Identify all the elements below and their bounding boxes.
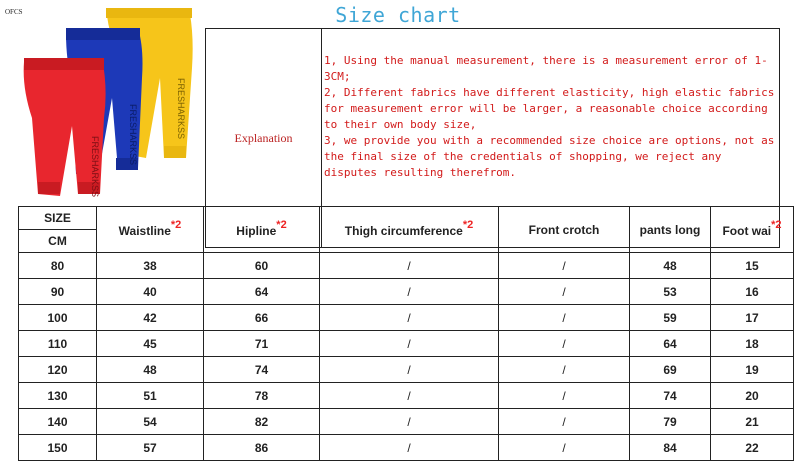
table-cell: 15 xyxy=(711,253,794,279)
svg-text:FRESHARKSS: FRESHARKSS xyxy=(128,104,138,166)
table-cell: 54 xyxy=(97,409,204,435)
table-cell: 60 xyxy=(204,253,320,279)
column-header-hipline: Hipline$^{*2}$ xyxy=(204,207,320,253)
table-row xyxy=(19,435,794,461)
table-cell: 69 xyxy=(630,357,711,383)
table-cell: 45 xyxy=(97,331,204,357)
table-cell: / xyxy=(499,383,630,409)
explanation-text: 1, Using the manual measurement, there is a measurement error of 1-3CM; 2, Different fabrics have different elasticity, high elastic fabrics for measurement error will be larger, a reasonable choice according to their own body size, 3, we provide you with a recommended size choice are options, not as the final size of the credentials of shopping, we reject any disputes resulting therefrom. xyxy=(322,29,780,248)
table-cell: / xyxy=(320,331,499,357)
column-header-front-crotch: Front crotch xyxy=(499,207,630,253)
table-cell: 71 xyxy=(204,331,320,357)
page-title: Size chart xyxy=(335,3,461,27)
column-header-waistline: Waistline$^{*2}$ xyxy=(97,207,204,253)
table-cell: 20 xyxy=(711,383,794,409)
svg-text:FRESHARKSS: FRESHARKSS xyxy=(176,78,186,140)
table-cell: / xyxy=(320,435,499,461)
table-cell: / xyxy=(499,279,630,305)
table-cell: 48 xyxy=(97,357,204,383)
table-cell: / xyxy=(320,305,499,331)
table-cell: 38 xyxy=(97,253,204,279)
table-cell: / xyxy=(320,383,499,409)
table-cell: 48 xyxy=(630,253,711,279)
table-cell: 84 xyxy=(630,435,711,461)
table-row xyxy=(19,383,794,409)
table-cell: 64 xyxy=(204,279,320,305)
table-cell: 22 xyxy=(711,435,794,461)
table-cell: 78 xyxy=(204,383,320,409)
table-cell: / xyxy=(320,409,499,435)
table-row xyxy=(19,409,794,435)
table-cell: 57 xyxy=(97,435,204,461)
table-cell: 51 xyxy=(97,383,204,409)
table-cell: 130 xyxy=(19,383,97,409)
table-cell: 66 xyxy=(204,305,320,331)
column-header-thigh: Thigh circumference$^{*2}$ xyxy=(320,207,499,253)
table-cell: 16 xyxy=(711,279,794,305)
size-table xyxy=(18,206,794,461)
table-row xyxy=(19,279,794,305)
table-cell: / xyxy=(499,253,630,279)
unit-header: CM xyxy=(19,230,97,253)
table-cell: 82 xyxy=(204,409,320,435)
table-cell: 21 xyxy=(711,409,794,435)
table-row xyxy=(19,331,794,357)
table-cell: / xyxy=(320,279,499,305)
table-cell: 18 xyxy=(711,331,794,357)
table-cell: / xyxy=(499,357,630,383)
table-cell: 74 xyxy=(204,357,320,383)
table-cell: / xyxy=(499,331,630,357)
size-header: SIZE xyxy=(19,207,97,230)
table-cell: 120 xyxy=(19,357,97,383)
table-cell: / xyxy=(499,435,630,461)
table-row xyxy=(19,357,794,383)
table-cell: 42 xyxy=(97,305,204,331)
table-cell: 79 xyxy=(630,409,711,435)
table-cell: 17 xyxy=(711,305,794,331)
column-header-foot: Foot wai$^{*2}$ xyxy=(711,207,794,253)
table-cell: 140 xyxy=(19,409,97,435)
table-cell: 64 xyxy=(630,331,711,357)
table-cell: 19 xyxy=(711,357,794,383)
product-image xyxy=(14,8,196,202)
table-cell: 53 xyxy=(630,279,711,305)
table-cell: 86 xyxy=(204,435,320,461)
table-cell: / xyxy=(320,253,499,279)
table-cell: 110 xyxy=(19,331,97,357)
table-cell: / xyxy=(320,357,499,383)
table-cell: / xyxy=(499,305,630,331)
svg-text:FRESHARKSS: FRESHARKSS xyxy=(90,136,100,198)
table-row xyxy=(19,305,794,331)
table-cell: 59 xyxy=(630,305,711,331)
table-cell: 100 xyxy=(19,305,97,331)
column-header-pants-long: pants long xyxy=(630,207,711,253)
table-row xyxy=(19,253,794,279)
table-cell: 90 xyxy=(19,279,97,305)
table-cell: 80 xyxy=(19,253,97,279)
brand-logo: OFCS xyxy=(5,8,23,16)
table-cell: 40 xyxy=(97,279,204,305)
table-cell: 74 xyxy=(630,383,711,409)
table-cell: 150 xyxy=(19,435,97,461)
explanation-label: Explanation xyxy=(206,29,322,248)
table-cell: / xyxy=(499,409,630,435)
